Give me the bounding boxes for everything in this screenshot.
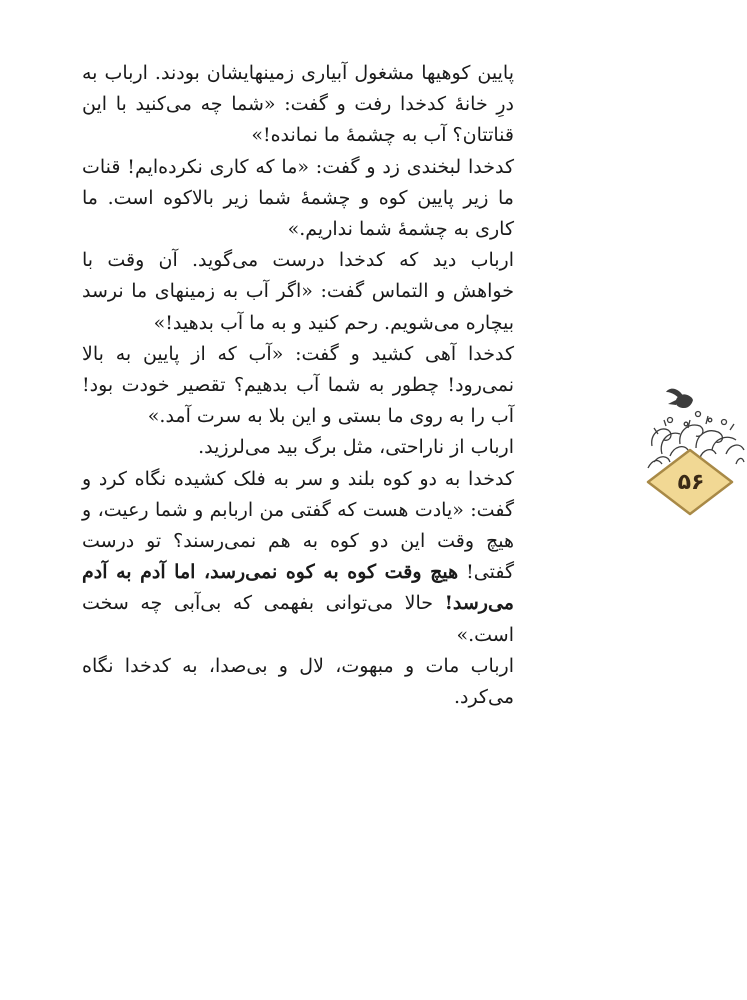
paragraph-6-end: حالا می‌توانی بفهمی که بی‌آبی چه سخت است.» (82, 592, 514, 646)
paragraph-1: پایین کوهیها مشغول آبیاری زمینهایشان بودند. ارباب به درِ خانهٔ کدخدا رفت و گفت: «شما چه می‌کنید با این قناتتان؟ آب به چشمهٔ ما نمانده!» (82, 62, 514, 147)
paragraph-4: کدخدا آهی کشید و گفت: «آب که از پایین به بالا نمی‌رود! چطور به شما آب بدهیم؟ تقصیر خودت بود! آب را به روی ما بستی و این بلا به سرت آمد.» (82, 342, 514, 428)
page-body (82, 58, 514, 713)
bird-icon (666, 389, 693, 408)
paragraph-3: ارباب دید که کدخدا درست می‌گوید. آن وقت با خواهش و التماس گفت: «اگر آب به زمینهای ما نرسد بیچاره می‌شویم. رحم کنید و به ما آب بدهید!» (82, 249, 514, 334)
paragraph-6-start: کدخدا به دو کوه بلند و سر به فلک کشیده نگاه کرد و گفت: «یادت هست که گفتی من اربابم و شما رعیت، و هیچ وقت این دو کوه به هم نمی‌رسند؟ تو درست گفتی! (82, 467, 515, 584)
bold-proverb: هیچ وقت کوه به کوه نمی‌رسد، اما آدم به آدم می‌رسد! (82, 561, 514, 615)
paragraph-7: ارباب مات و مبهوت، لال و بی‌صدا، به کدخدا نگاه می‌کرد. (82, 654, 514, 709)
paragraph-6 (82, 464, 514, 651)
paragraph-2: کدخدا لبخندی زد و گفت: «ما که کاری نکرده‌ایم! قنات ما زیر پایین کوه و چشمهٔ شما زیر بالاکوه است. ما کاری به چشمهٔ شما نداریم.» (82, 155, 514, 241)
page-number: ۵۶ (677, 469, 705, 495)
paragraph-5: ارباب از ناراحتی، مثل برگ بید می‌لرزید. (198, 436, 514, 459)
